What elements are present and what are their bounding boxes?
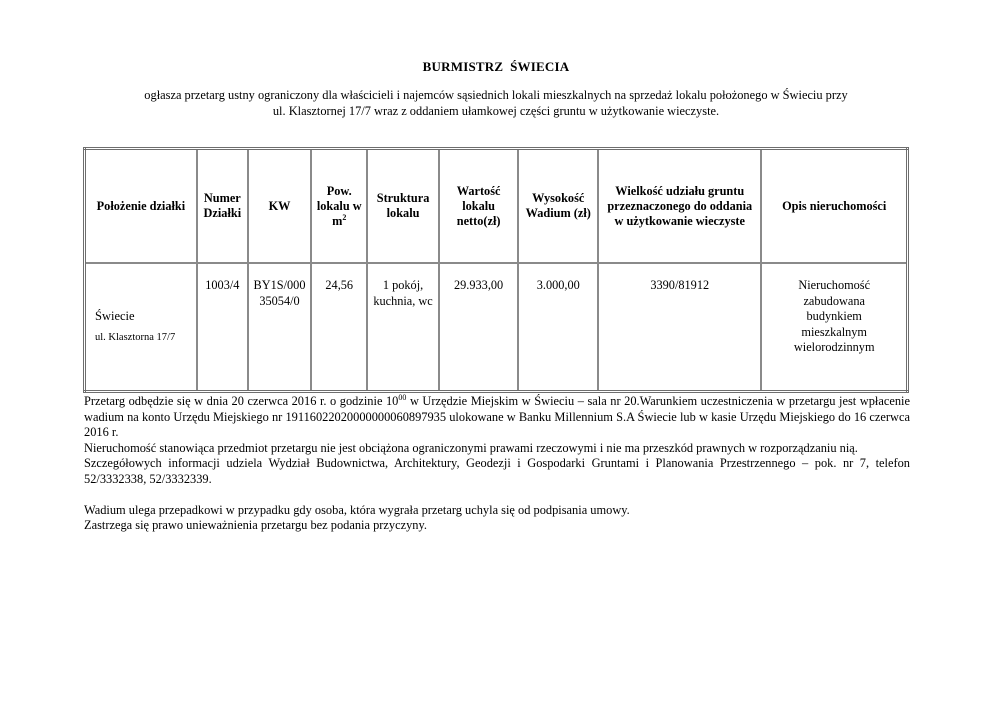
table-header-row: [85, 149, 908, 264]
header-plot-number: Numer Działki: [197, 149, 248, 264]
paragraph-cancellation-right: Zastrzega się prawo unieważnienia przetargu bez podania przyczyny.: [84, 518, 427, 532]
auction-time-minutes: 00: [398, 393, 407, 402]
cell-land-share: 3390/81912: [598, 263, 761, 392]
cell-location: [85, 263, 197, 392]
header-area: [311, 149, 367, 264]
paragraph-encumbrances: Nieruchomość stanowiąca przedmiot przetargu nie jest obciążona ograniczonymi prawami rzeczowymi i nie ma przeszkód prawnych w rozporządzaniu nią.: [84, 440, 858, 455]
cell-structure: 1 pokój, kuchnia, wc: [367, 263, 438, 392]
intro-line-1: ogłasza przetarg ustny ograniczony dla właścicieli i najemców sąsiednich lokali mieszkalnych na sprzedaż lokalu położonego w Świeciu przy: [144, 88, 848, 102]
document-title: BURMISTRZ ŚWIECIA: [422, 59, 570, 74]
intro-line-2: ul. Klasztornej 17/7 wraz z oddaniem ułamkowej części gruntu w użytkowanie wieczyste.: [272, 104, 720, 118]
auction-table: [83, 147, 909, 393]
header-description: Opis nieruchomości: [761, 149, 907, 264]
cell-street: ul. Klasztorna 17/7: [95, 332, 176, 343]
cell-kw: BY1S/00035054/0: [248, 263, 311, 392]
header-location: Położenie działki: [85, 149, 197, 264]
announcement-body: [84, 394, 910, 534]
announcement-intro: [60, 87, 932, 119]
paragraph-deposit-forfeit: Wadium ulega przepadkowi w przypadku gdy osoba, która wygrała przetarg uchyla się od podpisania umowy.: [84, 502, 630, 517]
cell-area: 24,56: [311, 263, 367, 392]
header-area-text: Pow. lokalu w m: [316, 183, 362, 228]
paragraph-gap: [84, 487, 910, 503]
cell-deposit: 3.000,00: [518, 263, 598, 392]
cell-description: Nieruchomość zabudowana budynkiem mieszkalnym wielorodzinnym: [761, 263, 907, 392]
header-land-share: Wielkość udziału gruntu przeznaczonego do oddania w użytkowanie wieczyste: [598, 149, 761, 264]
cell-plot-number: 1003/4: [197, 263, 248, 392]
table-row: [85, 263, 908, 392]
auction-date-text: Przetarg odbędzie się w dnia 20 czerwca 2016 r. o godzinie 10: [84, 394, 399, 408]
paragraph-auction-date: [84, 394, 910, 441]
paragraph-contact: Szczegółowych informacji udziela Wydział Budownictwa, Architektury, Geodezji i Gospodarki Gruntami i Planowania Przestrzennego – pok. nr 7, telefon 52/3332338, 52/3332339.: [84, 456, 910, 486]
auction-conditions-text: w Urzędzie Miejskim w Świeciu – sala nr 20.Warunkiem uczestniczenia w przetargu jest wpłacenie wadium na konto Urzędu Miejskiego nr 19116022020000000060897935 ulokowane w Banku Millennium S.A Świecie lub w kasie Urzędu Miejskiego do 16 czerwca 2016 r.: [84, 394, 911, 439]
header-structure: Struktura lokalu: [367, 149, 438, 264]
header-kw: KW: [248, 149, 311, 264]
cell-city: Świecie: [95, 308, 135, 323]
header-net-value: Wartość lokalu netto(zł): [439, 149, 519, 264]
cell-net-value: 29.933,00: [439, 263, 519, 392]
header-deposit: Wysokość Wadium (zł): [518, 149, 598, 264]
header-area-sup: 2: [342, 212, 347, 222]
